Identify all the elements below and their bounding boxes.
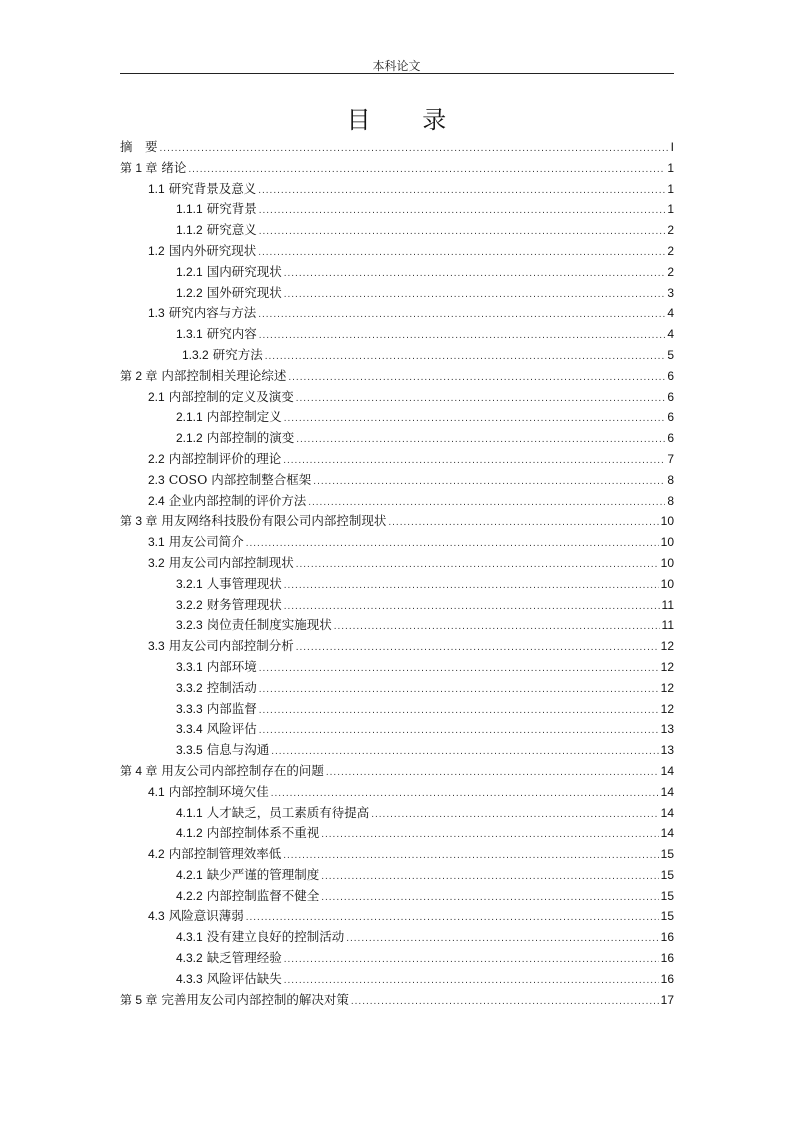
- toc-page-number: 8: [667, 472, 674, 487]
- toc-entry-label: 缺少严谨的管理制度: [206, 866, 320, 882]
- toc-leader-dots: [271, 742, 658, 763]
- toc-entry-label: 国外研究现状: [206, 284, 282, 300]
- toc-page-number: 5: [667, 347, 674, 362]
- toc-entry[interactable]: [120, 699, 674, 720]
- toc-entry-label: 完善用友公司内部控制的解决对策: [161, 991, 349, 1007]
- toc-page-number: 10: [660, 555, 674, 570]
- toc-entry-label: 用友公司内部控制存在的问题: [161, 762, 324, 778]
- toc-page-number: 4: [667, 327, 674, 342]
- toc-page-number: 13: [660, 722, 674, 737]
- toc-leader-dots: [326, 763, 659, 784]
- toc-entry[interactable]: [120, 449, 674, 470]
- toc-entry[interactable]: [120, 158, 674, 179]
- toc-page-number: 1: [667, 160, 674, 175]
- toc-leader-dots: [296, 638, 659, 659]
- toc-entry-number: 3.1: [148, 535, 165, 550]
- toc-page-number: 16: [660, 930, 674, 945]
- toc-entry-number: 4.3: [148, 909, 165, 924]
- toc-page-number: 2: [667, 264, 674, 279]
- toc-entry[interactable]: [120, 283, 674, 304]
- toc-entry-number: 2.4: [148, 493, 165, 508]
- toc-entry[interactable]: [120, 241, 674, 262]
- toc-leader-dots: [259, 201, 666, 222]
- toc-entry-label: 研究意义: [206, 222, 257, 238]
- toc-entry-number: 2.2: [148, 451, 165, 466]
- toc-entry-label: 用友网络科技股份有限公司内部控制现状: [161, 513, 387, 529]
- toc-entry[interactable]: [120, 657, 674, 678]
- toc-entry[interactable]: [120, 262, 674, 283]
- toc-entry-label: 财务管理现状: [206, 596, 282, 612]
- toc-leader-dots: [258, 243, 665, 264]
- toc-leader-dots: [265, 347, 666, 368]
- toc-entry-number: 3.3: [148, 639, 165, 654]
- toc-leader-dots: [313, 472, 665, 493]
- toc-entry[interactable]: [120, 137, 674, 158]
- toc-page-number: 12: [660, 639, 674, 654]
- toc-page-number: 6: [667, 389, 674, 404]
- toc-entry-label: 内部监督: [206, 700, 257, 716]
- toc-page-number: 12: [660, 659, 674, 674]
- toc-entry-label: 内部控制相关理论综述: [161, 367, 287, 383]
- toc-entry[interactable]: [120, 387, 674, 408]
- toc-entry-number: 4.3.3: [176, 971, 203, 986]
- table-of-contents: [120, 137, 674, 1010]
- toc-leader-dots: [246, 534, 659, 555]
- toc-entry-number: 4.2.2: [176, 888, 203, 903]
- toc-entry-label: 国内研究现状: [206, 263, 282, 279]
- toc-entry[interactable]: [120, 636, 674, 657]
- toc-page-number: 2: [667, 243, 674, 258]
- toc-leader-dots: [271, 784, 659, 805]
- toc-entry-number: 1.2.2: [176, 285, 203, 300]
- toc-entry[interactable]: [120, 470, 674, 491]
- toc-page-number: 13: [660, 743, 674, 758]
- toc-entry-number: 第 3 章: [120, 514, 158, 529]
- toc-page-number: 10: [660, 514, 674, 529]
- toc-page-number: 3: [667, 285, 674, 300]
- toc-page-number: 12: [660, 680, 674, 695]
- toc-entry-label: 研究内容: [206, 326, 257, 342]
- toc-entry[interactable]: [120, 199, 674, 220]
- toc-entry[interactable]: [120, 615, 674, 636]
- toc-entry-number: 4.3.1: [176, 930, 203, 945]
- toc-entry-number: 2.3: [148, 472, 165, 487]
- toc-entry-number: 第 2 章: [120, 368, 158, 383]
- toc-entry-label: 内部控制评价的理论: [168, 450, 282, 466]
- toc-entry[interactable]: [120, 324, 674, 345]
- toc-entry[interactable]: [120, 906, 674, 927]
- toc-leader-dots: [284, 576, 659, 597]
- toc-entry[interactable]: [120, 553, 674, 574]
- toc-entry-label: 研究背景及意义: [168, 180, 257, 196]
- toc-entry-label: 企业内部控制的评价方法: [168, 492, 307, 508]
- toc-entry-label: 没有建立良好的控制活动: [206, 929, 345, 945]
- toc-leader-dots: [296, 389, 666, 410]
- toc-page-number: 17: [660, 992, 674, 1007]
- toc-page-number: 11: [661, 618, 674, 633]
- toc-entry-number: 2.1: [148, 389, 165, 404]
- toc-leader-dots: [388, 513, 658, 534]
- toc-page-number: 6: [667, 410, 674, 425]
- toc-leader-dots: [283, 451, 665, 472]
- toc-entry[interactable]: [120, 803, 674, 824]
- toc-leader-dots: [321, 825, 658, 846]
- toc-leader-dots: [259, 680, 659, 701]
- toc-entry-label: 内部控制的定义及演变: [168, 388, 294, 404]
- toc-leader-dots: [283, 846, 658, 867]
- toc-leader-dots: [188, 160, 665, 181]
- toc-page-number: 6: [667, 431, 674, 446]
- toc-page-number: 11: [661, 597, 674, 612]
- toc-leader-dots: [296, 430, 665, 451]
- toc-page-number: 12: [660, 701, 674, 716]
- toc-entry[interactable]: [120, 511, 674, 532]
- toc-entry[interactable]: [120, 366, 674, 387]
- toc-leader-dots: [334, 617, 660, 638]
- toc-page-number: 15: [660, 909, 674, 924]
- toc-entry-label: 信息与沟通: [206, 742, 270, 758]
- toc-entry[interactable]: [120, 595, 674, 616]
- toc-entry-number: 3.3.4: [176, 722, 203, 737]
- toc-entry-number: 4.3.2: [176, 951, 203, 966]
- toc-entry-label: 缺乏管理经验: [206, 950, 282, 966]
- toc-entry-label: 岗位责任制度实施现状: [206, 617, 332, 633]
- toc-entry-label: 用友公司内部控制分析: [168, 638, 294, 654]
- toc-entry[interactable]: [120, 719, 674, 740]
- toc-page-number: 15: [660, 847, 674, 862]
- toc-entry-number: 4.1.1: [176, 805, 203, 820]
- toc-page-number: 6: [667, 368, 674, 383]
- header-divider: [120, 73, 674, 74]
- toc-leader-dots: [321, 888, 658, 909]
- toc-leader-dots: [296, 555, 659, 576]
- toc-entry[interactable]: [120, 303, 674, 324]
- toc-entry-label: 内部控制定义: [206, 409, 282, 425]
- toc-entry-label: 内部控制监督不健全: [206, 887, 320, 903]
- toc-page-number: 2: [667, 223, 674, 238]
- toc-entry-number: 4.1.2: [176, 826, 203, 841]
- toc-entry[interactable]: [120, 428, 674, 449]
- toc-entry-label: 内部环境: [206, 658, 257, 674]
- toc-entry-label: 内部控制体系不重视: [206, 825, 320, 841]
- page-header: 本科论文: [372, 59, 421, 73]
- toc-entry-number: 3.3.2: [176, 680, 203, 695]
- toc-leader-dots: [259, 326, 666, 347]
- toc-leader-dots: [288, 368, 665, 389]
- toc-page-number: 7: [667, 451, 674, 466]
- toc-entry-label: 风险评估: [206, 721, 257, 737]
- toc-leader-dots: [258, 305, 665, 326]
- toc-entry[interactable]: [120, 844, 674, 865]
- toc-leader-dots: [259, 659, 659, 680]
- toc-entry[interactable]: [120, 532, 674, 553]
- toc-entry-label: 摘 要: [120, 139, 158, 154]
- toc-entry[interactable]: [120, 948, 674, 969]
- toc-entry-number: 1.2.1: [176, 264, 203, 279]
- toc-entry-label: 研究背景: [206, 201, 257, 217]
- toc-entry-number: 2.1.1: [176, 410, 203, 425]
- toc-entry-number: 第 1 章: [120, 160, 158, 175]
- toc-leader-dots: [160, 139, 669, 160]
- toc-leader-dots: [284, 971, 659, 992]
- toc-page-number: 14: [660, 826, 674, 841]
- toc-entry[interactable]: [120, 407, 674, 428]
- toc-leader-dots: [284, 950, 659, 971]
- toc-leader-dots: [246, 908, 659, 929]
- toc-leader-dots: [321, 867, 658, 888]
- toc-entry-label: 内部控制管理效率低: [168, 846, 282, 862]
- toc-entry[interactable]: [120, 574, 674, 595]
- toc-entry-label: COSO 内部控制整合框架: [168, 471, 312, 487]
- toc-entry-number: 4.1: [148, 784, 165, 799]
- toc-entry-label: 内部控制环境欠佳: [168, 783, 269, 799]
- toc-page-number: 10: [660, 576, 674, 591]
- toc-entry-label: 研究内容与方法: [168, 305, 257, 321]
- page-title: 目 录: [346, 106, 469, 134]
- toc-leader-dots: [351, 992, 659, 1013]
- toc-entry-number: 1.1: [148, 181, 165, 196]
- toc-entry-number: 4.2: [148, 847, 165, 862]
- toc-leader-dots: [284, 409, 666, 430]
- toc-entry-label: 风险意识薄弱: [168, 908, 244, 924]
- toc-entry[interactable]: [120, 823, 674, 844]
- toc-entry[interactable]: [120, 865, 674, 886]
- toc-entry-label: 内部控制的演变: [206, 430, 295, 446]
- toc-entry-number: 3.3.3: [176, 701, 203, 716]
- toc-page-number: 1: [667, 181, 674, 196]
- toc-leader-dots: [346, 929, 658, 950]
- toc-entry-number: 第 5 章: [120, 992, 158, 1007]
- toc-entry-number: 4.2.1: [176, 867, 203, 882]
- toc-entry-label: 用友公司简介: [168, 534, 244, 550]
- toc-entry-label: 人才缺乏，员工素质有待提高: [206, 804, 370, 820]
- toc-page-number: 10: [660, 535, 674, 550]
- toc-page-number: 14: [660, 784, 674, 799]
- toc-leader-dots: [308, 493, 665, 514]
- toc-entry-number: 1.1.2: [176, 223, 203, 238]
- toc-leader-dots: [284, 285, 666, 306]
- toc-page-number: 4: [667, 306, 674, 321]
- toc-entry-number: 2.1.2: [176, 431, 203, 446]
- toc-entry-label: 人事管理现状: [206, 575, 282, 591]
- toc-page-number: 14: [660, 805, 674, 820]
- toc-page-number: I: [670, 140, 674, 154]
- toc-leader-dots: [284, 264, 666, 285]
- toc-leader-dots: [371, 805, 658, 826]
- toc-page-number: 14: [660, 763, 674, 778]
- toc-entry-label: 研究方法: [212, 346, 263, 362]
- toc-leader-dots: [259, 721, 659, 742]
- toc-entry[interactable]: [120, 990, 674, 1011]
- toc-entry[interactable]: [120, 782, 674, 803]
- toc-entry[interactable]: [120, 220, 674, 241]
- toc-entry-label: 控制活动: [206, 679, 257, 695]
- toc-entry-label: 绪论: [161, 159, 187, 175]
- toc-entry[interactable]: [120, 886, 674, 907]
- toc-entry[interactable]: [120, 740, 674, 761]
- toc-page-number: 8: [667, 493, 674, 508]
- toc-entry-number: 1.1.1: [176, 202, 203, 217]
- toc-entry-number: 3.2.2: [176, 597, 203, 612]
- toc-entry-number: 3.3.1: [176, 659, 203, 674]
- toc-leader-dots: [284, 597, 660, 618]
- toc-entry-number: 1.3: [148, 306, 165, 321]
- toc-leader-dots: [259, 222, 666, 243]
- toc-entry-number: 3.3.5: [176, 743, 203, 758]
- toc-page-number: 16: [660, 951, 674, 966]
- toc-entry[interactable]: [120, 761, 674, 782]
- toc-entry-label: 国内外研究现状: [168, 242, 257, 258]
- toc-entry-number: 3.2.1: [176, 576, 203, 591]
- toc-entry-number: 3.2: [148, 555, 165, 570]
- toc-entry-number: 1.2: [148, 243, 165, 258]
- toc-entry[interactable]: [120, 345, 674, 366]
- toc-entry[interactable]: [120, 927, 674, 948]
- toc-entry-label: 用友公司内部控制现状: [168, 554, 294, 570]
- toc-leader-dots: [258, 181, 665, 202]
- toc-page-number: 15: [660, 867, 674, 882]
- toc-entry[interactable]: [120, 678, 674, 699]
- toc-page-number: 16: [660, 971, 674, 986]
- toc-page-number: 1: [667, 202, 674, 217]
- toc-entry-number: 第 4 章: [120, 763, 158, 778]
- toc-entry-number: 1.3.1: [176, 327, 203, 342]
- toc-entry-number: 1.3.2: [182, 347, 209, 362]
- toc-entry[interactable]: [120, 491, 674, 512]
- toc-entry[interactable]: [120, 179, 674, 200]
- toc-page-number: 15: [660, 888, 674, 903]
- toc-entry[interactable]: [120, 969, 674, 990]
- toc-entry-number: 3.2.3: [176, 618, 203, 633]
- toc-leader-dots: [259, 701, 659, 722]
- toc-entry-label: 风险评估缺失: [206, 970, 282, 986]
